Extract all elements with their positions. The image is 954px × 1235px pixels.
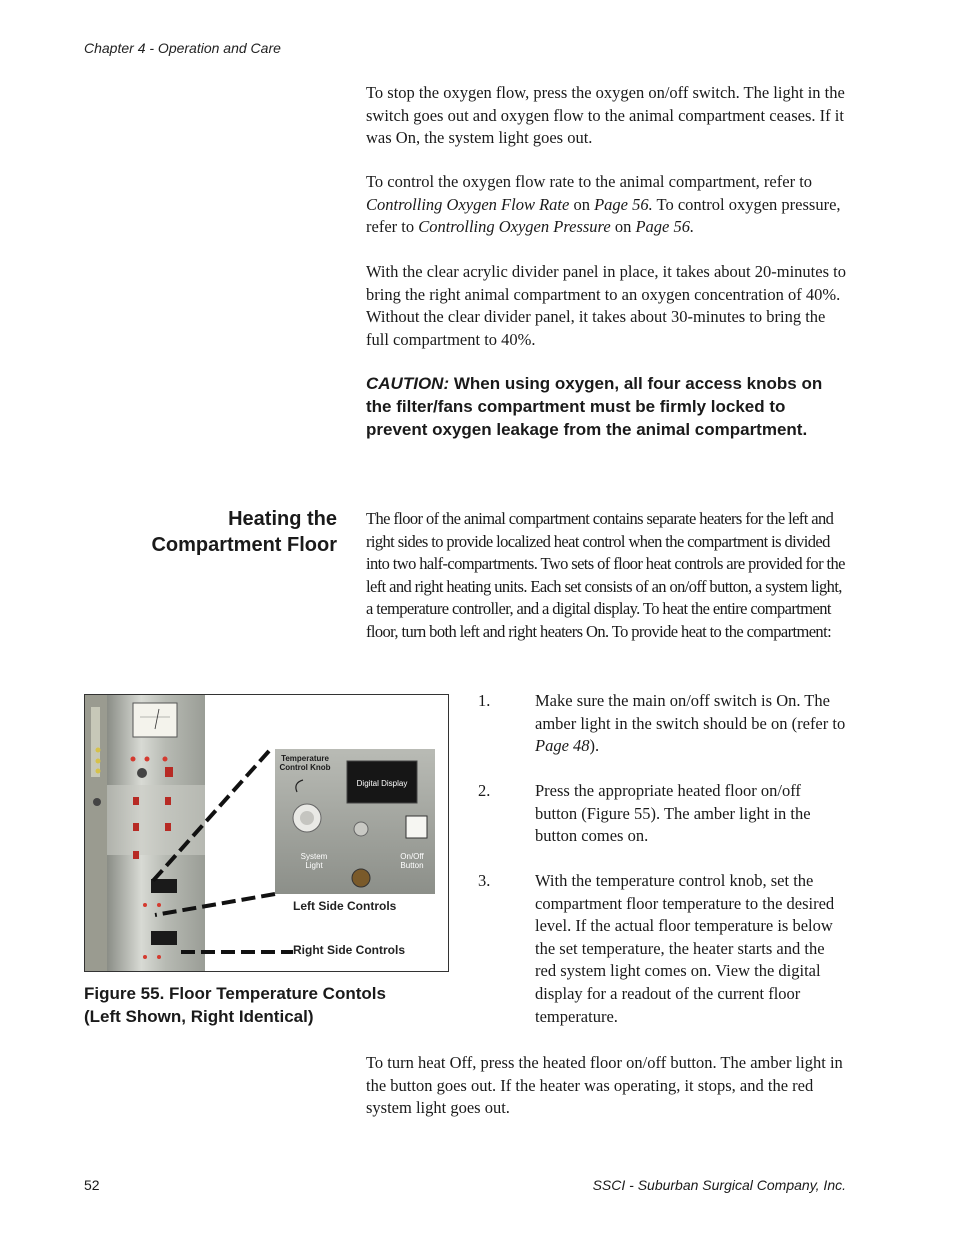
paragraph-turn-heat-off: To turn heat Off, press the heated floor on/off button. The amber light in the button goes out. If the heater was operating, it stops, and the red system light goes out. — [366, 1053, 843, 1118]
link-controlling-oxygen-flow-rate[interactable]: Controlling Oxygen Flow Rate — [366, 194, 570, 214]
page-number: 52 — [84, 1177, 100, 1193]
caution-text: When using oxygen, all four access knobs on the filter/fans compartment must be firmly locked to prevent oxygen leakage from the animal compartment. — [366, 374, 823, 439]
label-right-side-controls: Right Side Controls — [293, 943, 405, 957]
paragraph-control-oxygen: To control the oxygen flow rate to the animal compartment, refer to Controlling Oxygen Flow Rate on Page 56. To control oxygen pressure, refer to Controlling Oxygen Pressure on Page 56. — [366, 172, 841, 237]
paragraph-stop-oxygen: To stop the oxygen flow, press the oxygen on/off switch. The light in the switch goes out and oxygen flow to the animal compartment ceases. If it was On, the system light goes out. — [366, 83, 845, 148]
footer-company: SSCI - Suburban Surgical Company, Inc. — [592, 1177, 846, 1193]
label-left-side-controls: Left Side Controls — [293, 899, 397, 913]
paragraph-divider-panel: With the clear acrylic divider panel in place, it takes about 20-minutes to bring the right animal compartment to an oxygen concentration of 40%. Without the clear divider panel, it takes about 30-minutes to bring the full compartment to 40%. — [366, 262, 846, 349]
link-page-56-b[interactable]: Page 56. — [635, 217, 695, 237]
section-heading: Heating the Compartment Floor — [151, 508, 337, 556]
label-digital-display: Digital Display — [356, 779, 408, 788]
chapter-header: Chapter 4 - Operation and Care — [84, 40, 281, 56]
figure-55 — [84, 694, 449, 972]
label-temperature-knob: Temperature Control Knob — [279, 754, 331, 772]
floor-controls-photo — [85, 695, 448, 971]
paragraph-heating-intro: The floor of the animal compartment contains separate heaters for the left and right sides to provide localized heat control when the compartment is divided into two half-compartments. Two sets of floor heat controls are provided for the left and right heating units. Each set consists of an on/off button, a system light, a temperature controller, and a digital display. To heat the entire compartment floor, turn both left and right heaters On. To provide heat to the compartment: — [366, 509, 845, 641]
link-page-56[interactable]: Page 56. — [594, 194, 653, 214]
label-onoff-button: On/Off Button — [400, 852, 424, 870]
link-controlling-oxygen-pressure[interactable]: Controlling Oxygen Pressure — [418, 217, 611, 237]
figure-caption: Figure 55. Floor Temperature Contols (Left Shown, Right Identical) — [84, 984, 386, 1026]
label-system-light: System Light — [300, 852, 328, 870]
caution-lead: CAUTION: — [366, 374, 450, 393]
caution-note — [366, 372, 836, 441]
link-page-48[interactable]: Page 48 — [535, 736, 590, 756]
